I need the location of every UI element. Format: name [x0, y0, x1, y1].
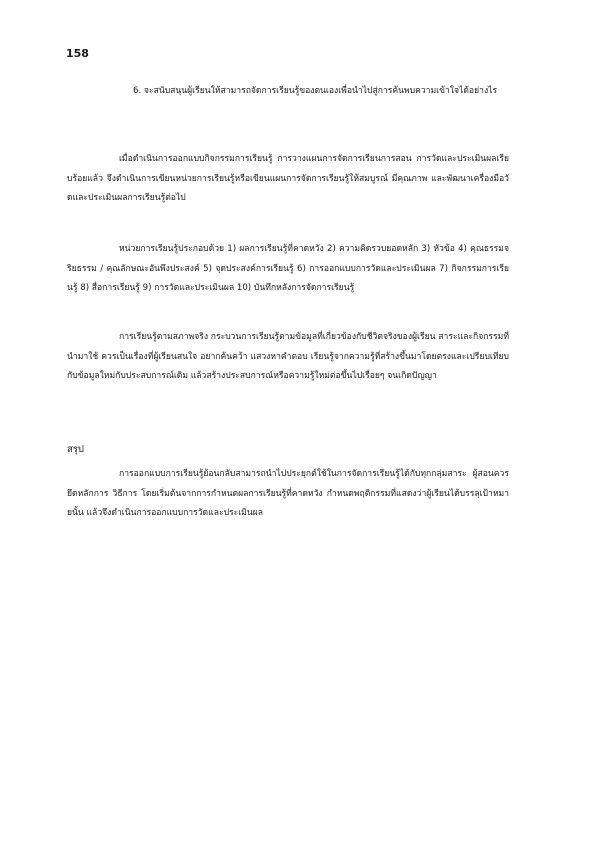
paragraph-question-6: 6. จะสนับสนุนผู้เรียนให้สามารถจัดการเรียนรู้ของตนเองเพื่อนำไปสู่การค้นพบความเข้าใจได้อย่างไร [133, 86, 498, 96]
paragraph-design-process: เมื่อดำเนินการออกแบบกิจกรรมการเรียนรู้ การวางแผนการจัดการเรียนการสอน การวัดและประเมินผลเรียบร้อยแล้ว จึงดำเนินการเขียนหน่วยการเรียนรู้หรือเขียนแผนการจัดการเรียนรู้ให้สมบูรณ์ มีคุณภาพ และพัฒนาเครื่องมือวัดและประเมินผลการเรียนรู้ต่อไป [67, 154, 509, 203]
paragraph-authentic-learning: การเรียนรู้ตามสภาพจริง กระบวนการเรียนรู้ตามข้อมูลที่เกี่ยวข้องกับชีวิตจริงของผู้เรียน สาระและกิจกรรมที่นำมาใช้ ควรเป็นเรื่องที่ผู้เรียนสนใจ อยากค้นคว้า แสวงหาคำตอบ เรียนรู้จากความรู้ที่สร้างขึ้นมาโดยตรงและเปรียบเทียบกับข้อมูลใหม่กับประสบการณ์เดิม แล้วสร้างประสบการณ์หรือความรู้ใหม่ต่อขึ้นไปเรื่อยๆ จนเกิดปัญญา [67, 332, 509, 381]
paragraph-summary: การออกแบบการเรียนรู้ย้อนกลับสามารถนำไปประยุกต์ใช้ในการจัดการเรียนรู้ได้กับทุกกลุ่มสาระ ผู้สอนควรยึดหลักการ วิธีการ โดยเริ่มต้นจากการกำหนดผลการเรียนรู้ที่คาดหวัง กำหนดพฤติกรรมที่แสดงว่าผู้เรียนได้บรรลุเป้าหมายนั้น แล้วจึงดำเนินการออกแบบการวัดและประเมินผล [67, 469, 509, 518]
summary-heading: สรุป [67, 444, 84, 455]
paragraph-unit-components: หน่วยการเรียนรู้ประกอบด้วย 1) ผลการเรียนรู้ที่คาดหวัง 2) ความคิดรวบยอดหลัก 3) หัวข้อ 4) คุณธรรมจริยธรรม / คุณลักษณะอันพึงประสงค์ 5) จุดประสงค์การเรียนรู้ 6) การออกแบบการวัดและประเมินผล 7) กิจกรรมการเรียนรู้ 8) สื่อการเรียนรู้ 9) การวัดและประเมินผล 10) บันทึกหลังการจัดการเรียนรู้ [67, 244, 509, 293]
page-number: 158 [66, 47, 89, 60]
